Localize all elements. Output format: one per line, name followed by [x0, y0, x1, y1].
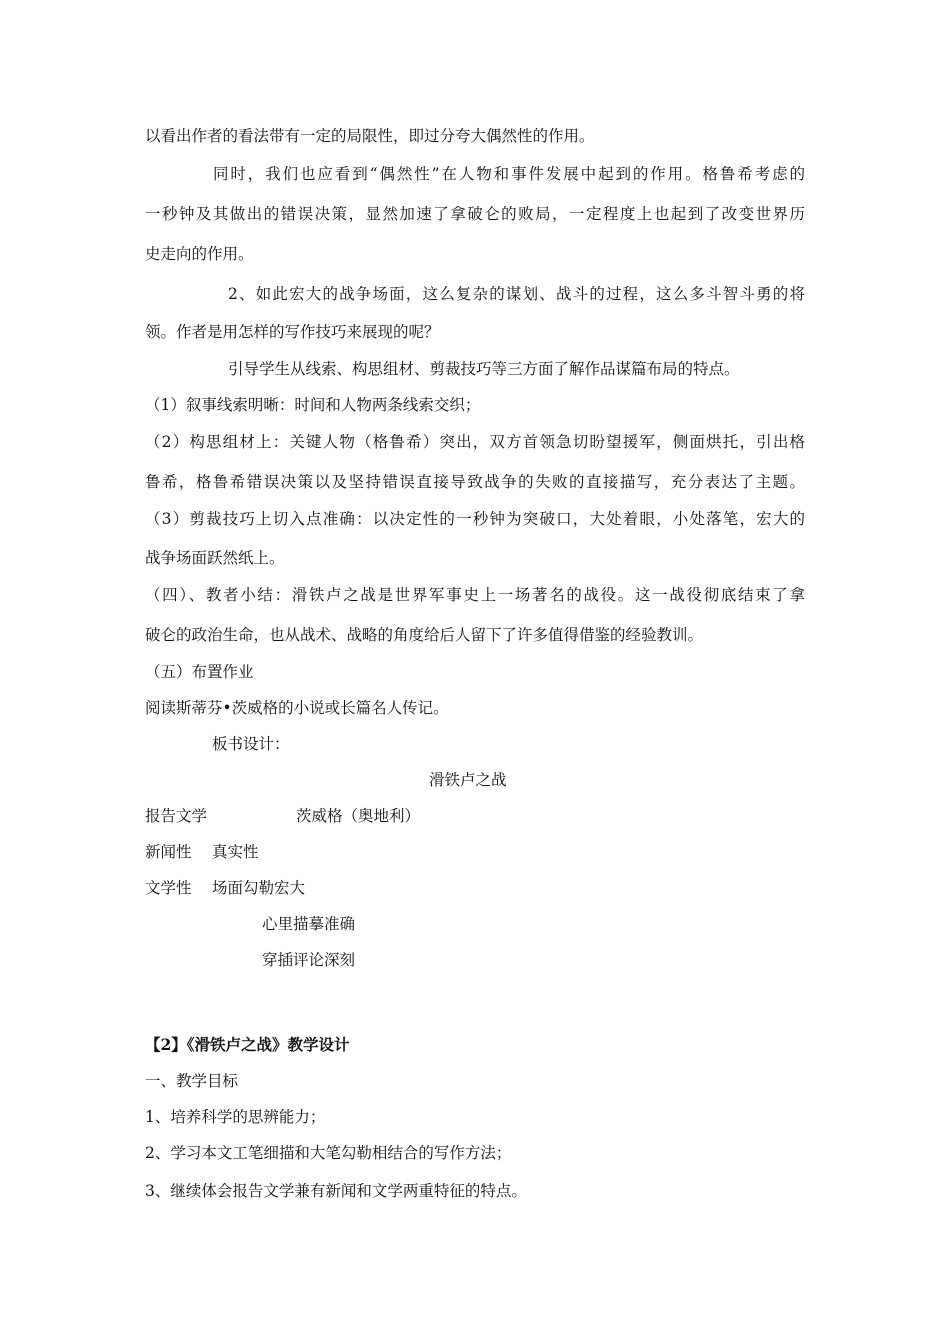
objective-item: 1、培养科学的思辨能力； [145, 1108, 326, 1126]
objective-item: 2、学习本文工笔细描和大笔勾勒相结合的写作方法； [145, 1144, 512, 1162]
text-line: 战争场面跃然纸上。 [145, 549, 285, 567]
text-line: 以看出作者的看法带有一定的局限性，即过分夸大偶然性的作用。 [145, 127, 595, 145]
text-line: （五）布置作业 [145, 663, 254, 681]
text-line: 板书设计： [212, 735, 290, 753]
objective-item: 3、继续体会报告文学兼有新闻和文学两重特征的特点。 [145, 1182, 527, 1200]
text-line: （四）、教者小结：滑铁卢之战是世界军事史上一场著名的战役。这一战役彻底结束了拿 [145, 586, 805, 604]
board-lit-label: 文学性 [145, 879, 192, 897]
text-line: 一秒钟及其做出的错误决策，显然加速了拿破仑的败局，一定程度上也起到了改变世界历 [145, 205, 805, 223]
board-genre: 报告文学 [145, 807, 208, 825]
text-line: （1）叙事线索明晰：时间和人物两条线索交织； [145, 396, 481, 414]
board-lit-item: 心里描摹准确 [262, 915, 356, 933]
text-line: 同时，我们也应看到“偶然性”在人物和事件发展中起到的作用。格鲁希考虑的 [213, 165, 805, 183]
text-line: 2、如此宏大的战争场面，这么复杂的谋划、战斗的过程，这么多斗智斗勇的将 [228, 285, 805, 303]
text-line: 破仑的政治生命，也从战术、战略的角度给后人留下了许多值得借鉴的经验教训。 [145, 626, 704, 644]
text-line: 阅读斯蒂芬•茨威格的小说或长篇名人传记。 [145, 699, 449, 717]
text-line: 史走向的作用。 [145, 245, 254, 263]
text-line: （3）剪裁技巧上切入点准确：以决定性的一秒钟为突破口，大处着眼，小处落笔，宏大的 [145, 510, 805, 528]
text-line: 领。作者是用怎样的写作技巧来展现的呢？ [145, 323, 440, 341]
board-title: 滑铁卢之战 [429, 771, 507, 789]
text-line: 引导学生从线索、构思组材、剪裁技巧等三方面了解作品谋篇布局的特点。 [228, 360, 740, 378]
board-lit-item: 场面勾勒宏大 [212, 879, 306, 897]
board-lit-item: 穿插评论深刻 [262, 951, 356, 969]
board-author: 茨威格（奥地利） [296, 807, 421, 825]
text-line: 鲁希，格鲁希错误决策以及坚持错误直接导致战争的失败的直接描写，充分表达了主题。 [145, 473, 805, 491]
objectives-title: 一、教学目标 [145, 1072, 239, 1090]
section-heading: 【2】《滑铁卢之战》教学设计 [145, 1035, 350, 1054]
board-news-value: 真实性 [212, 843, 259, 861]
text-line: （2）构思组材上：关键人物（格鲁希）突出，双方首领急切盼望援军，侧面烘托，引出格 [145, 433, 805, 451]
board-news-label: 新闻性 [145, 843, 192, 861]
